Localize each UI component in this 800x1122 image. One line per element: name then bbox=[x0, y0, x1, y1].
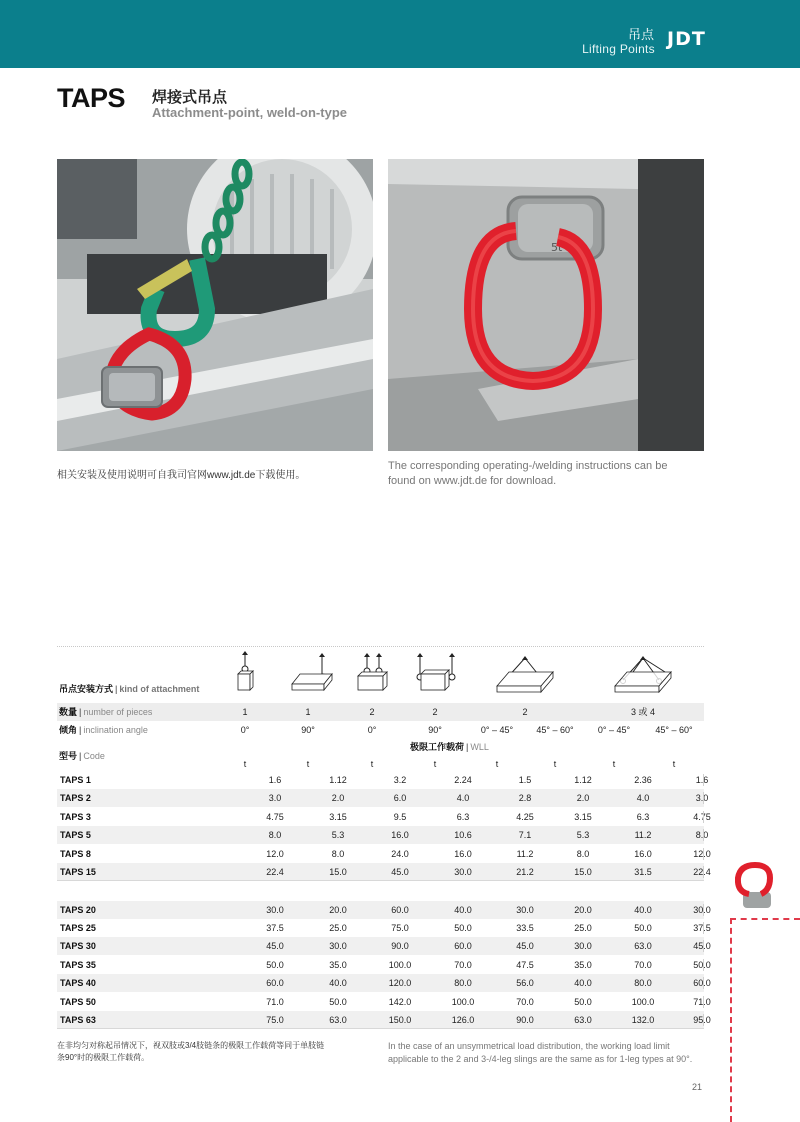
row-value: 16.0 bbox=[634, 849, 652, 859]
subtitle-en: Attachment-point, weld-on-type bbox=[152, 105, 347, 120]
angle-cell: 0° – 45° bbox=[480, 725, 514, 735]
diagram-single-side bbox=[290, 650, 360, 696]
category-en: Lifting Points bbox=[582, 42, 655, 56]
row-value: 90.0 bbox=[516, 1015, 534, 1025]
row-value: 11.2 bbox=[516, 849, 534, 859]
row-value: 1.6 bbox=[268, 775, 282, 785]
row-value: 80.0 bbox=[634, 978, 652, 988]
row-value: 3.15 bbox=[574, 812, 592, 822]
row-value: 5.3 bbox=[331, 830, 345, 840]
row-value: 75.0 bbox=[391, 923, 409, 933]
row-value: 25.0 bbox=[329, 923, 347, 933]
diagram-four-leg-sling bbox=[613, 650, 683, 696]
category-cn: 吊点 bbox=[627, 27, 654, 42]
row-value: 50.0 bbox=[693, 960, 711, 970]
row-edge bbox=[703, 866, 704, 878]
row-value: 132.0 bbox=[631, 1015, 655, 1025]
table-row bbox=[57, 956, 711, 974]
row-value: 4.0 bbox=[456, 793, 470, 803]
photo-welded-point bbox=[388, 159, 704, 451]
row-value: 142.0 bbox=[388, 997, 412, 1007]
code-label-cn: 型号 bbox=[59, 751, 78, 761]
table-row bbox=[57, 974, 711, 992]
row-value: 20.0 bbox=[329, 905, 347, 915]
row-value: 30.0 bbox=[516, 905, 534, 915]
pieces-cell: 3 或 4 bbox=[630, 707, 655, 717]
row-value: 16.0 bbox=[454, 849, 472, 859]
row-value: 50.0 bbox=[329, 997, 347, 1007]
row-value: 45.0 bbox=[391, 867, 409, 877]
table-row bbox=[57, 808, 711, 826]
pieces-label-en: number of pieces bbox=[83, 707, 153, 717]
row-value: 37.5 bbox=[266, 923, 284, 933]
row-value: 22.4 bbox=[693, 867, 711, 877]
row-value: 45.0 bbox=[266, 941, 284, 951]
subtitle-cn: 焊接式吊点 bbox=[152, 89, 228, 106]
stamp-text: 5t bbox=[551, 241, 563, 254]
kind-of-attachment-label: 吊点安装方式 | kind of attachment bbox=[59, 684, 200, 694]
row-value: 3.2 bbox=[393, 775, 407, 785]
row-value: 30.0 bbox=[329, 941, 347, 951]
unit-cell: t bbox=[495, 759, 499, 769]
unit-cell: t bbox=[672, 759, 676, 769]
row-value: 75.0 bbox=[266, 1015, 284, 1025]
row-value: 1.12 bbox=[329, 775, 347, 785]
row-value: 2.24 bbox=[454, 775, 472, 785]
row-value: 21.2 bbox=[516, 867, 534, 877]
row-value: 60.0 bbox=[266, 978, 284, 988]
row-value: 71.0 bbox=[266, 997, 284, 1007]
row-value: 45.0 bbox=[693, 941, 711, 951]
row-edge bbox=[703, 811, 704, 823]
page-title: TAPS bbox=[57, 83, 126, 113]
table-row bbox=[57, 993, 711, 1011]
footnote-en: In the case of an unsymmetrical load distribution, the working load limit applicable to the 2 and 3-/4-leg slings are the same as for 1-leg types at 90°. bbox=[388, 1041, 693, 1064]
table-row bbox=[57, 919, 711, 937]
row-value: 9.5 bbox=[393, 812, 407, 822]
row-value: 50.0 bbox=[266, 960, 284, 970]
row-value: 8.0 bbox=[331, 849, 345, 859]
row-code: TAPS 30 bbox=[60, 941, 96, 951]
table-row bbox=[57, 845, 711, 863]
row-value: 45.0 bbox=[516, 941, 534, 951]
angle-cell: 45° – 60° bbox=[655, 725, 693, 735]
row-edge bbox=[703, 792, 704, 804]
pieces-cell: 1 bbox=[305, 707, 311, 717]
diagram-two-leg-sling bbox=[495, 650, 565, 696]
table-row bbox=[57, 937, 711, 955]
row-code: TAPS 5 bbox=[60, 830, 91, 840]
angle-cell: 90° bbox=[428, 725, 442, 735]
table-row bbox=[57, 863, 711, 881]
row-value: 30.0 bbox=[574, 941, 592, 951]
row-edge bbox=[703, 1014, 704, 1026]
wll-label: 极限工作载荷 | WLL bbox=[410, 742, 489, 752]
row-value: 24.0 bbox=[391, 849, 409, 859]
row-value: 30.0 bbox=[266, 905, 284, 915]
row-value: 70.0 bbox=[634, 960, 652, 970]
row-value: 95.0 bbox=[693, 1015, 711, 1025]
row-value: 8.0 bbox=[695, 830, 709, 840]
row-value: 47.5 bbox=[516, 960, 534, 970]
row-value: 1.6 bbox=[695, 775, 709, 785]
table-row bbox=[57, 826, 709, 844]
row-value: 15.0 bbox=[329, 867, 347, 877]
row-code: TAPS 20 bbox=[60, 905, 96, 915]
footnote-cn: 在非均匀对称起吊情况下，视双肢或3/4肢链条的极限工作载荷等同于单肢链条90°时的极限工作载荷。 bbox=[57, 1041, 325, 1062]
row-value: 2.0 bbox=[331, 793, 345, 803]
row-edge bbox=[703, 904, 704, 916]
row-code: TAPS 8 bbox=[60, 849, 91, 859]
table-row bbox=[57, 1011, 711, 1029]
row-edge bbox=[703, 829, 704, 841]
row-value: 40.0 bbox=[329, 978, 347, 988]
table-row bbox=[57, 771, 709, 789]
row-value: 60.0 bbox=[391, 905, 409, 915]
row-value: 40.0 bbox=[574, 978, 592, 988]
row-value: 63.0 bbox=[574, 1015, 592, 1025]
angle-cell: 90° bbox=[301, 725, 315, 735]
row-value: 90.0 bbox=[391, 941, 409, 951]
unit-cell: t bbox=[612, 759, 616, 769]
row-value: 100.0 bbox=[451, 997, 475, 1007]
row-edge bbox=[703, 922, 704, 934]
row-code: TAPS 35 bbox=[60, 960, 96, 970]
kind-label-en: kind of attachment bbox=[119, 684, 200, 694]
row-code: TAPS 50 bbox=[60, 997, 96, 1007]
row-value: 4.75 bbox=[266, 812, 284, 822]
brand-logo: JDT bbox=[667, 28, 706, 50]
row-value: 70.0 bbox=[516, 997, 534, 1007]
angle-cell: 0° bbox=[240, 725, 250, 735]
row-value: 6.0 bbox=[393, 793, 407, 803]
row-value: 30.0 bbox=[454, 867, 472, 877]
row-value: 16.0 bbox=[391, 830, 409, 840]
row-value: 4.25 bbox=[516, 812, 534, 822]
row-code: TAPS 25 bbox=[60, 923, 96, 933]
row-value: 100.0 bbox=[631, 997, 655, 1007]
diagram-double-side bbox=[415, 650, 485, 696]
unit-cell: t bbox=[433, 759, 437, 769]
row-value: 4.0 bbox=[636, 793, 650, 803]
row-value: 30.0 bbox=[693, 905, 711, 915]
pieces-cell: 1 bbox=[242, 707, 248, 717]
row-value: 2.0 bbox=[576, 793, 590, 803]
row-value: 37.5 bbox=[693, 923, 711, 933]
row-value: 10.6 bbox=[454, 830, 472, 840]
row-value: 2.8 bbox=[518, 793, 532, 803]
code-label-en: Code bbox=[83, 751, 105, 761]
pieces-label: 数量 | number of pieces bbox=[59, 707, 153, 717]
row-value: 100.0 bbox=[388, 960, 412, 970]
code-label: 型号 | Code bbox=[59, 751, 105, 761]
row-value: 126.0 bbox=[451, 1015, 475, 1025]
page-number: 21 bbox=[692, 1082, 703, 1092]
row-value: 31.5 bbox=[634, 867, 652, 877]
row-value: 3.0 bbox=[268, 793, 282, 803]
angle-label-cn: 倾角 bbox=[59, 725, 78, 735]
row-value: 120.0 bbox=[388, 978, 412, 988]
angle-label: 倾角 | inclination angle bbox=[59, 725, 148, 735]
row-edge bbox=[703, 977, 704, 989]
table-top-rule bbox=[57, 646, 704, 647]
unit-cell: t bbox=[306, 759, 310, 769]
row-value: 1.12 bbox=[574, 775, 592, 785]
row-value: 12.0 bbox=[266, 849, 284, 859]
row-value: 8.0 bbox=[268, 830, 282, 840]
row-value: 35.0 bbox=[329, 960, 347, 970]
row-value: 33.5 bbox=[516, 923, 534, 933]
pieces-label-cn: 数量 bbox=[59, 707, 78, 717]
cut-mark-horizontal bbox=[730, 918, 800, 920]
row-value: 50.0 bbox=[634, 923, 652, 933]
row-value: 50.0 bbox=[574, 997, 592, 1007]
angle-cell: 0° bbox=[367, 725, 377, 735]
caption-en: The corresponding operating-/welding instructions can be found on www.jdt.de for download. bbox=[388, 460, 668, 487]
row-code: TAPS 40 bbox=[60, 978, 96, 988]
pieces-cell: 2 bbox=[522, 707, 528, 717]
row-value: 63.0 bbox=[329, 1015, 347, 1025]
table-row bbox=[57, 789, 709, 807]
row-value: 5.3 bbox=[576, 830, 590, 840]
row-value: 8.0 bbox=[576, 849, 590, 859]
row-value: 56.0 bbox=[516, 978, 534, 988]
row-value: 20.0 bbox=[574, 905, 592, 915]
row-value: 70.0 bbox=[454, 960, 472, 970]
header-bar bbox=[0, 0, 800, 68]
row-value: 35.0 bbox=[574, 960, 592, 970]
pieces-cell: 2 bbox=[369, 707, 375, 717]
row-value: 71.0 bbox=[693, 997, 711, 1007]
row-value: 7.1 bbox=[518, 830, 532, 840]
angle-cell: 0° – 45° bbox=[597, 725, 631, 735]
caption-cn: 相关安装及使用说明可自我司官网www.jdt.de下载使用。 bbox=[57, 470, 306, 481]
unit-cell: t bbox=[370, 759, 374, 769]
row-value: 63.0 bbox=[634, 941, 652, 951]
unit-cell: t bbox=[243, 759, 247, 769]
row-value: 40.0 bbox=[634, 905, 652, 915]
row-value: 150.0 bbox=[388, 1015, 412, 1025]
row-value: 2.36 bbox=[634, 775, 652, 785]
row-value: 6.3 bbox=[636, 812, 650, 822]
angle-label-en: inclination angle bbox=[83, 725, 148, 735]
product-thumbnail bbox=[735, 862, 775, 910]
pieces-cell: 2 bbox=[432, 707, 438, 717]
row-value: 60.0 bbox=[693, 978, 711, 988]
row-value: 11.2 bbox=[634, 830, 652, 840]
row-edge bbox=[703, 774, 704, 786]
row-code: TAPS 3 bbox=[60, 812, 91, 822]
row-value: 1.5 bbox=[518, 775, 532, 785]
wll-label-cn: 极限工作载荷 bbox=[410, 742, 465, 752]
row-value: 80.0 bbox=[454, 978, 472, 988]
row-edge bbox=[703, 940, 704, 952]
row-value: 22.4 bbox=[266, 867, 284, 877]
row-edge bbox=[703, 959, 704, 971]
row-value: 4.75 bbox=[693, 812, 711, 822]
table-row bbox=[57, 901, 711, 919]
wll-label-en: WLL bbox=[470, 742, 489, 752]
row-edge bbox=[703, 996, 704, 1008]
cut-mark-vertical bbox=[730, 918, 732, 1122]
photo-hook-chain bbox=[57, 159, 373, 451]
row-edge bbox=[703, 848, 704, 860]
row-value: 3.0 bbox=[695, 793, 709, 803]
row-code: TAPS 2 bbox=[60, 793, 91, 803]
kind-label-cn: 吊点安装方式 bbox=[59, 684, 114, 694]
row-value: 50.0 bbox=[454, 923, 472, 933]
unit-cell: t bbox=[553, 759, 557, 769]
row-code: TAPS 1 bbox=[60, 775, 91, 785]
row-value: 15.0 bbox=[574, 867, 592, 877]
row-code: TAPS 63 bbox=[60, 1015, 96, 1025]
row-value: 12.0 bbox=[693, 849, 711, 859]
row-value: 3.15 bbox=[329, 812, 347, 822]
row-code: TAPS 15 bbox=[60, 867, 96, 877]
row-value: 40.0 bbox=[454, 905, 472, 915]
row-value: 25.0 bbox=[574, 923, 592, 933]
angle-cell: 45° – 60° bbox=[536, 725, 574, 735]
row-value: 6.3 bbox=[456, 812, 470, 822]
row-value: 60.0 bbox=[454, 941, 472, 951]
